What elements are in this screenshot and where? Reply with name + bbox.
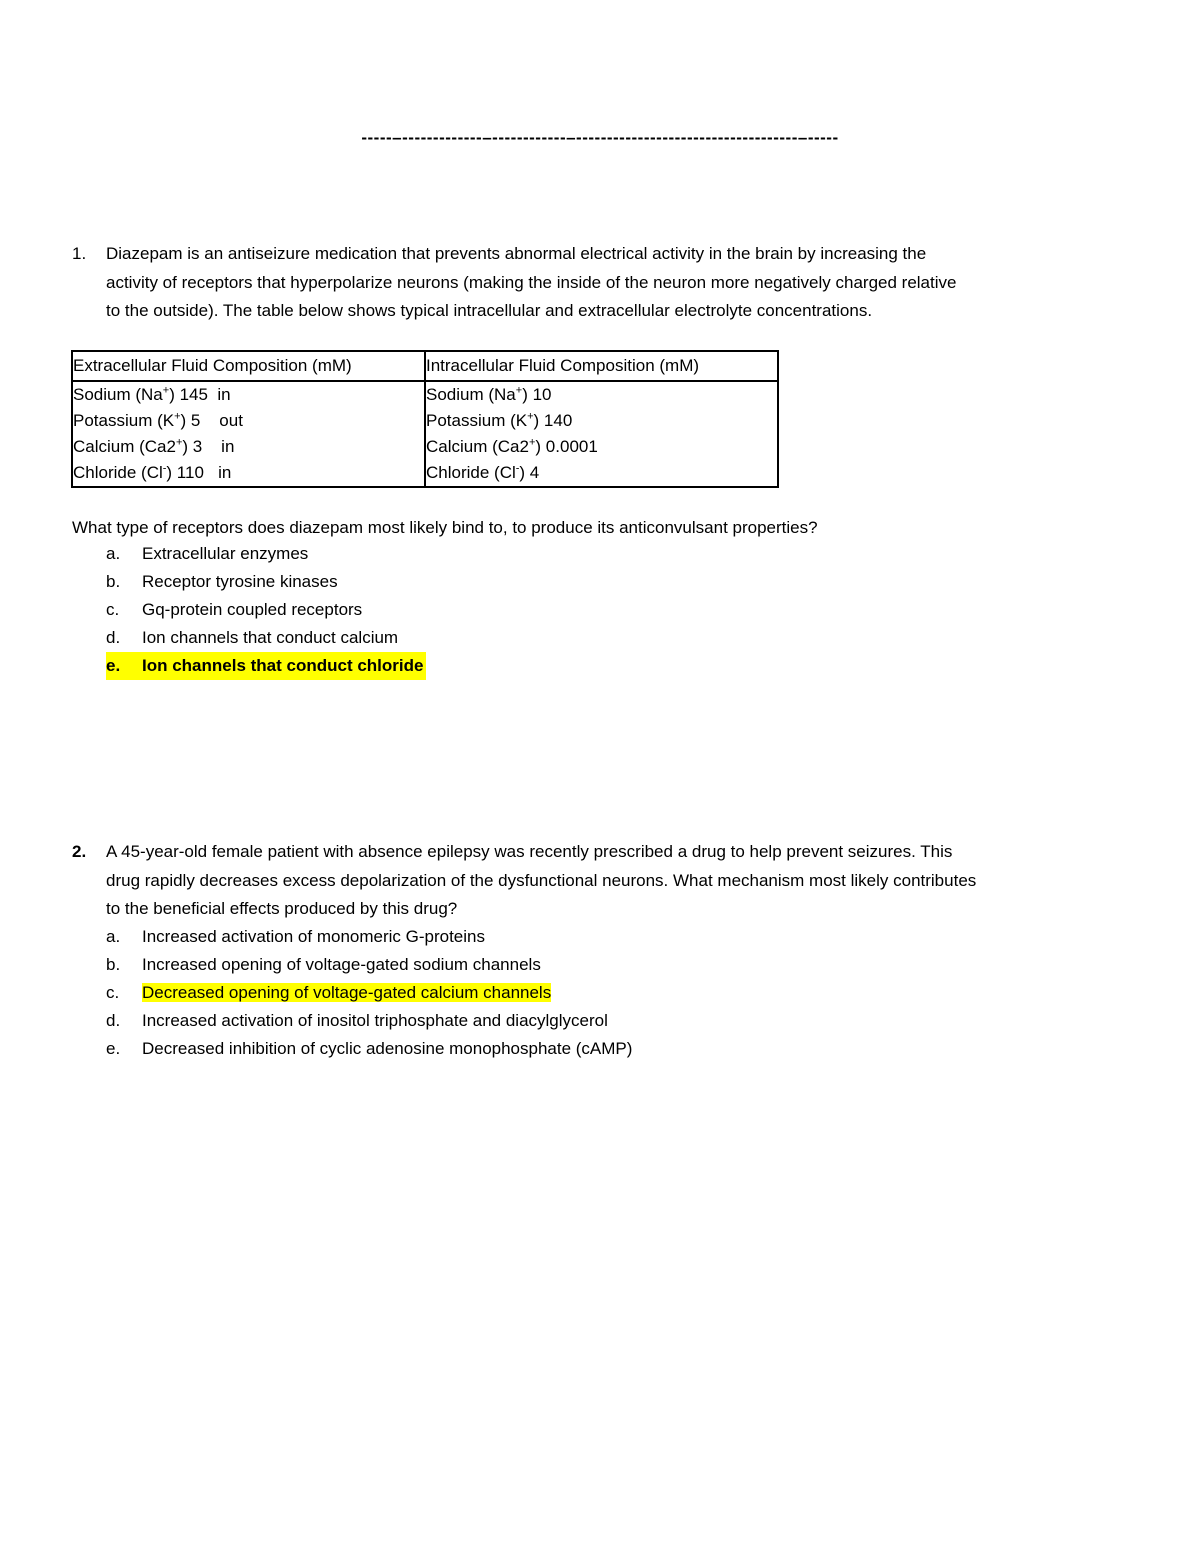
- ion-label: Calcium (Ca2: [426, 437, 529, 456]
- ion-label: Potassium (K: [426, 411, 528, 430]
- question-2-line: to the beneficial effects produced by this drug?: [106, 899, 458, 918]
- option-letter: e.: [106, 1039, 121, 1058]
- answer-option[interactable]: [106, 1007, 632, 1035]
- table-header-row: [72, 351, 778, 381]
- answer-option[interactable]: [106, 568, 426, 596]
- question-2-number: 2.: [72, 842, 87, 861]
- answer-option[interactable]: [106, 951, 632, 979]
- question-1-line: Diazepam is an antiseizure medication that prevents abnormal electrical activity in the brain by increasing the: [106, 244, 927, 263]
- answer-option-correct[interactable]: [106, 652, 426, 680]
- correct-answer-highlight: [106, 652, 426, 680]
- answer-option[interactable]: [106, 540, 426, 568]
- option-text: Ion channels that conduct calcium: [142, 628, 399, 647]
- question-1-line: activity of receptors that hyperpolarize neurons (making the inside of the neuron more negatively charged relative: [106, 272, 957, 292]
- ion-label: Potassium (K: [73, 411, 175, 430]
- ion-charge: +: [527, 410, 534, 423]
- option-letter: c.: [106, 600, 120, 619]
- extracellular-cell: [72, 381, 425, 487]
- question-1-line: to the outside). The table below shows typical intracellular and extracellular electrolyte concentrations.: [106, 301, 873, 320]
- ion-direction: in: [218, 463, 232, 482]
- option-letter: b.: [106, 572, 121, 591]
- ion-value: ) 10: [522, 385, 552, 404]
- ion-label: Sodium (Na: [426, 385, 516, 404]
- option-letter: e.: [106, 656, 121, 675]
- option-text: Gq-protein coupled receptors: [142, 600, 363, 619]
- option-text: Increased activation of inositol triphosphate and diacylglycerol: [142, 1011, 608, 1030]
- ion-label: Chloride (Cl: [426, 463, 516, 482]
- question-1: [72, 240, 1132, 326]
- ion-label: Sodium (Na: [73, 385, 163, 404]
- option-letter: a.: [106, 927, 121, 946]
- ion-charge: +: [515, 384, 523, 397]
- ion-label: Chloride (Cl: [73, 463, 163, 482]
- question-2-stem: [72, 838, 1132, 924]
- option-text: Decreased inhibition of cyclic adenosine monophosphate (cAMP): [142, 1039, 633, 1058]
- option-text: Increased opening of voltage-gated sodium channels: [142, 955, 541, 974]
- table-row: [73, 408, 424, 434]
- option-text: Decreased opening of voltage-gated calcium channels: [142, 983, 552, 1002]
- table-row: [73, 460, 424, 486]
- table-header-intracellular: Intracellular Fluid Composition (mM): [425, 351, 778, 381]
- question-2-options: [106, 923, 632, 1063]
- ion-charge: -: [162, 462, 167, 475]
- ion-value: ) 4: [519, 463, 540, 482]
- answer-option[interactable]: [106, 1035, 632, 1063]
- table-body-row: [72, 381, 778, 487]
- answer-option[interactable]: [106, 596, 426, 624]
- ion-charge: +: [174, 410, 181, 423]
- ion-charge: +: [162, 384, 170, 397]
- table-header-extracellular: Extracellular Fluid Composition (mM): [72, 351, 425, 381]
- table-row: [426, 382, 777, 408]
- answer-option-correct[interactable]: [106, 979, 632, 1007]
- question-2: [72, 838, 1132, 924]
- ion-value: ) 3: [182, 437, 203, 456]
- intracellular-cell: [425, 381, 778, 487]
- ion-value: ) 0.0001: [535, 437, 598, 456]
- ion-direction: in: [221, 437, 235, 456]
- ion-value: ) 145: [169, 385, 208, 404]
- option-letter: d.: [106, 628, 121, 647]
- question-1-stem: [72, 240, 1132, 326]
- option-letter: c.: [106, 983, 120, 1002]
- question-1-options: [106, 540, 426, 680]
- option-text: Receptor tyrosine kinases: [142, 572, 338, 591]
- ion-direction: in: [217, 385, 231, 404]
- table-row: [73, 434, 424, 460]
- ion-value: ) 140: [533, 411, 573, 430]
- table-row: [426, 408, 777, 434]
- table-row: [73, 382, 424, 408]
- ion-direction: out: [219, 411, 243, 430]
- answer-option[interactable]: [106, 624, 426, 652]
- ion-label: Calcium (Ca2: [73, 437, 176, 456]
- option-text: Extracellular enzymes: [142, 544, 309, 563]
- question-2-line: A 45-year-old female patient with absence epilepsy was recently prescribed a drug to help prevent seizures. This: [106, 842, 953, 861]
- option-text: Increased activation of monomeric G-proteins: [142, 927, 485, 946]
- option-letter: d.: [106, 1011, 121, 1030]
- table-row: [426, 434, 777, 460]
- ion-value: ) 5: [180, 411, 201, 430]
- question-1-prompt: What type of receptors does diazepam most likely bind to, to produce its anticonvulsant properties?: [72, 518, 818, 537]
- question-2-line: drug rapidly decreases excess depolarization of the dysfunctional neurons. What mechanism most likely contributes: [106, 870, 977, 890]
- ion-charge: +: [175, 436, 183, 449]
- option-text: Ion channels that conduct chloride: [142, 656, 424, 675]
- ion-charge: -: [515, 462, 520, 475]
- question-1-number: 1.: [72, 244, 87, 263]
- ion-value: ) 110: [166, 463, 204, 482]
- option-letter: b.: [106, 955, 121, 974]
- answer-option[interactable]: [106, 923, 632, 951]
- section-divider: -----–-------------–------------–------------------------------------–-----: [361, 128, 839, 147]
- table-row: [426, 460, 777, 486]
- electrolyte-table: [71, 350, 779, 488]
- ion-charge: +: [528, 436, 536, 449]
- option-letter: a.: [106, 544, 121, 563]
